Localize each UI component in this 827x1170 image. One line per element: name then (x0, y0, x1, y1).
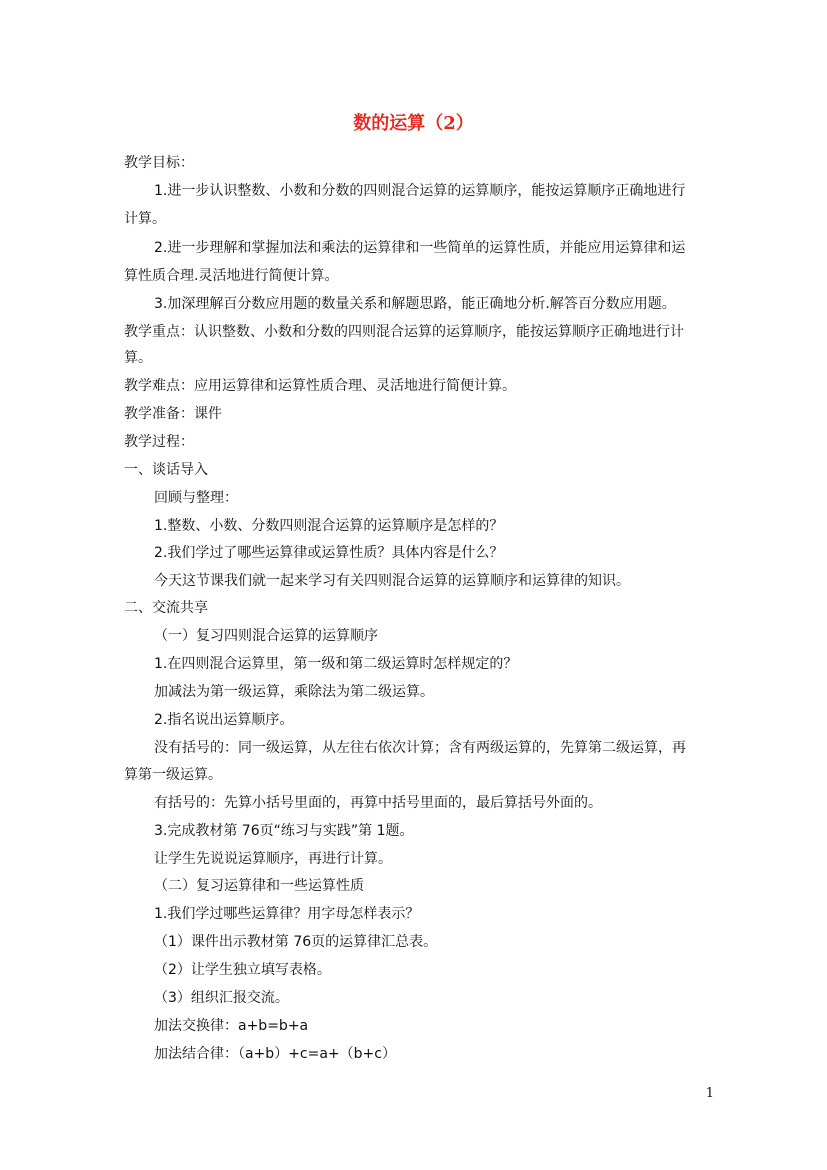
text-line: 1.我们学过哪些运算律？用字母怎样表示？ (154, 906, 420, 922)
text-line: （3）组织汇报交流。 (154, 990, 289, 1006)
text-line: 今天这节课我们就一起来学习有关四则混合运算的运算顺序和运算律的知识。 (154, 573, 630, 589)
text-line: 有括号的：先算小括号里面的，再算中括号里面的，最后算括号外面的。 (154, 795, 602, 811)
text-line: 加法结合律：（a+b）+c=a+（b+c） (154, 1046, 396, 1062)
text-line: 教学目标： (124, 155, 194, 171)
text-line: 算性质合理.灵活地进行简便计算。 (124, 268, 339, 284)
text-line: 教学难点：应用运算律和运算性质合理、灵活地进行简便计算。 (124, 378, 516, 394)
text-line: 教学过程： (124, 434, 194, 450)
text-line: 算第一级运算。 (124, 767, 222, 783)
text-line: 1.在四则混合运算里，第一级和第二级运算时怎样规定的？ (154, 656, 518, 672)
text-line: 二、交流共享 (124, 600, 208, 616)
text-line: 3.完成教材第 76页“练习与实践”第 1题。 (154, 823, 414, 839)
text-line: 3.加深理解百分数应用题的数量关系和解题思路，能正确地分析.解答百分数应用题。 (154, 296, 676, 312)
text-line: 2.进一步理解和掌握加法和乘法的运算律和一些简单的运算性质，并能应用运算律和运 (154, 240, 686, 256)
text-line: 1.整数、小数、分数四则混合运算的运算顺序是怎样的？ (154, 518, 504, 534)
document-title: 数的运算（2） (353, 113, 474, 134)
text-line: 一、谈话导入 (124, 462, 208, 478)
page-number: 1 (705, 1086, 714, 1101)
text-line: 2.指名说出运算顺序。 (154, 712, 294, 728)
text-line: 回顾与整理： (154, 490, 238, 506)
text-line: 计算。 (124, 211, 166, 227)
text-line: （二）复习运算律和一些运算性质 (154, 878, 364, 894)
text-line: 教学准备：课件 (124, 406, 222, 422)
text-line: 1.进一步认识整数、小数和分数的四则混合运算的运算顺序，能按运算顺序正确地进行 (154, 183, 686, 199)
text-line: 加减法为第一级运算，乘除法为第二级运算。 (154, 684, 434, 700)
text-line: 加法交换律：a+b=b+a (154, 1018, 309, 1034)
text-line: 教学重点：认识整数、小数和分数的四则混合运算的运算顺序，能按运算顺序正确地进行计 (124, 324, 684, 340)
text-line: 2.我们学过了哪些运算律或运算性质？具体内容是什么？ (154, 545, 504, 561)
text-line: （一）复习四则混合运算的运算顺序 (154, 628, 378, 644)
text-line: （1）课件出示教材第 76页的运算律汇总表。 (154, 934, 438, 950)
text-line: 让学生先说说运算顺序，再进行计算。 (154, 851, 392, 867)
text-line: 没有括号的：同一级运算，从左往右依次计算；含有两级运算的，先算第二级运算，再 (154, 740, 686, 756)
text-line: （2）让学生独立填写表格。 (154, 962, 331, 978)
text-line: 算。 (124, 350, 152, 366)
